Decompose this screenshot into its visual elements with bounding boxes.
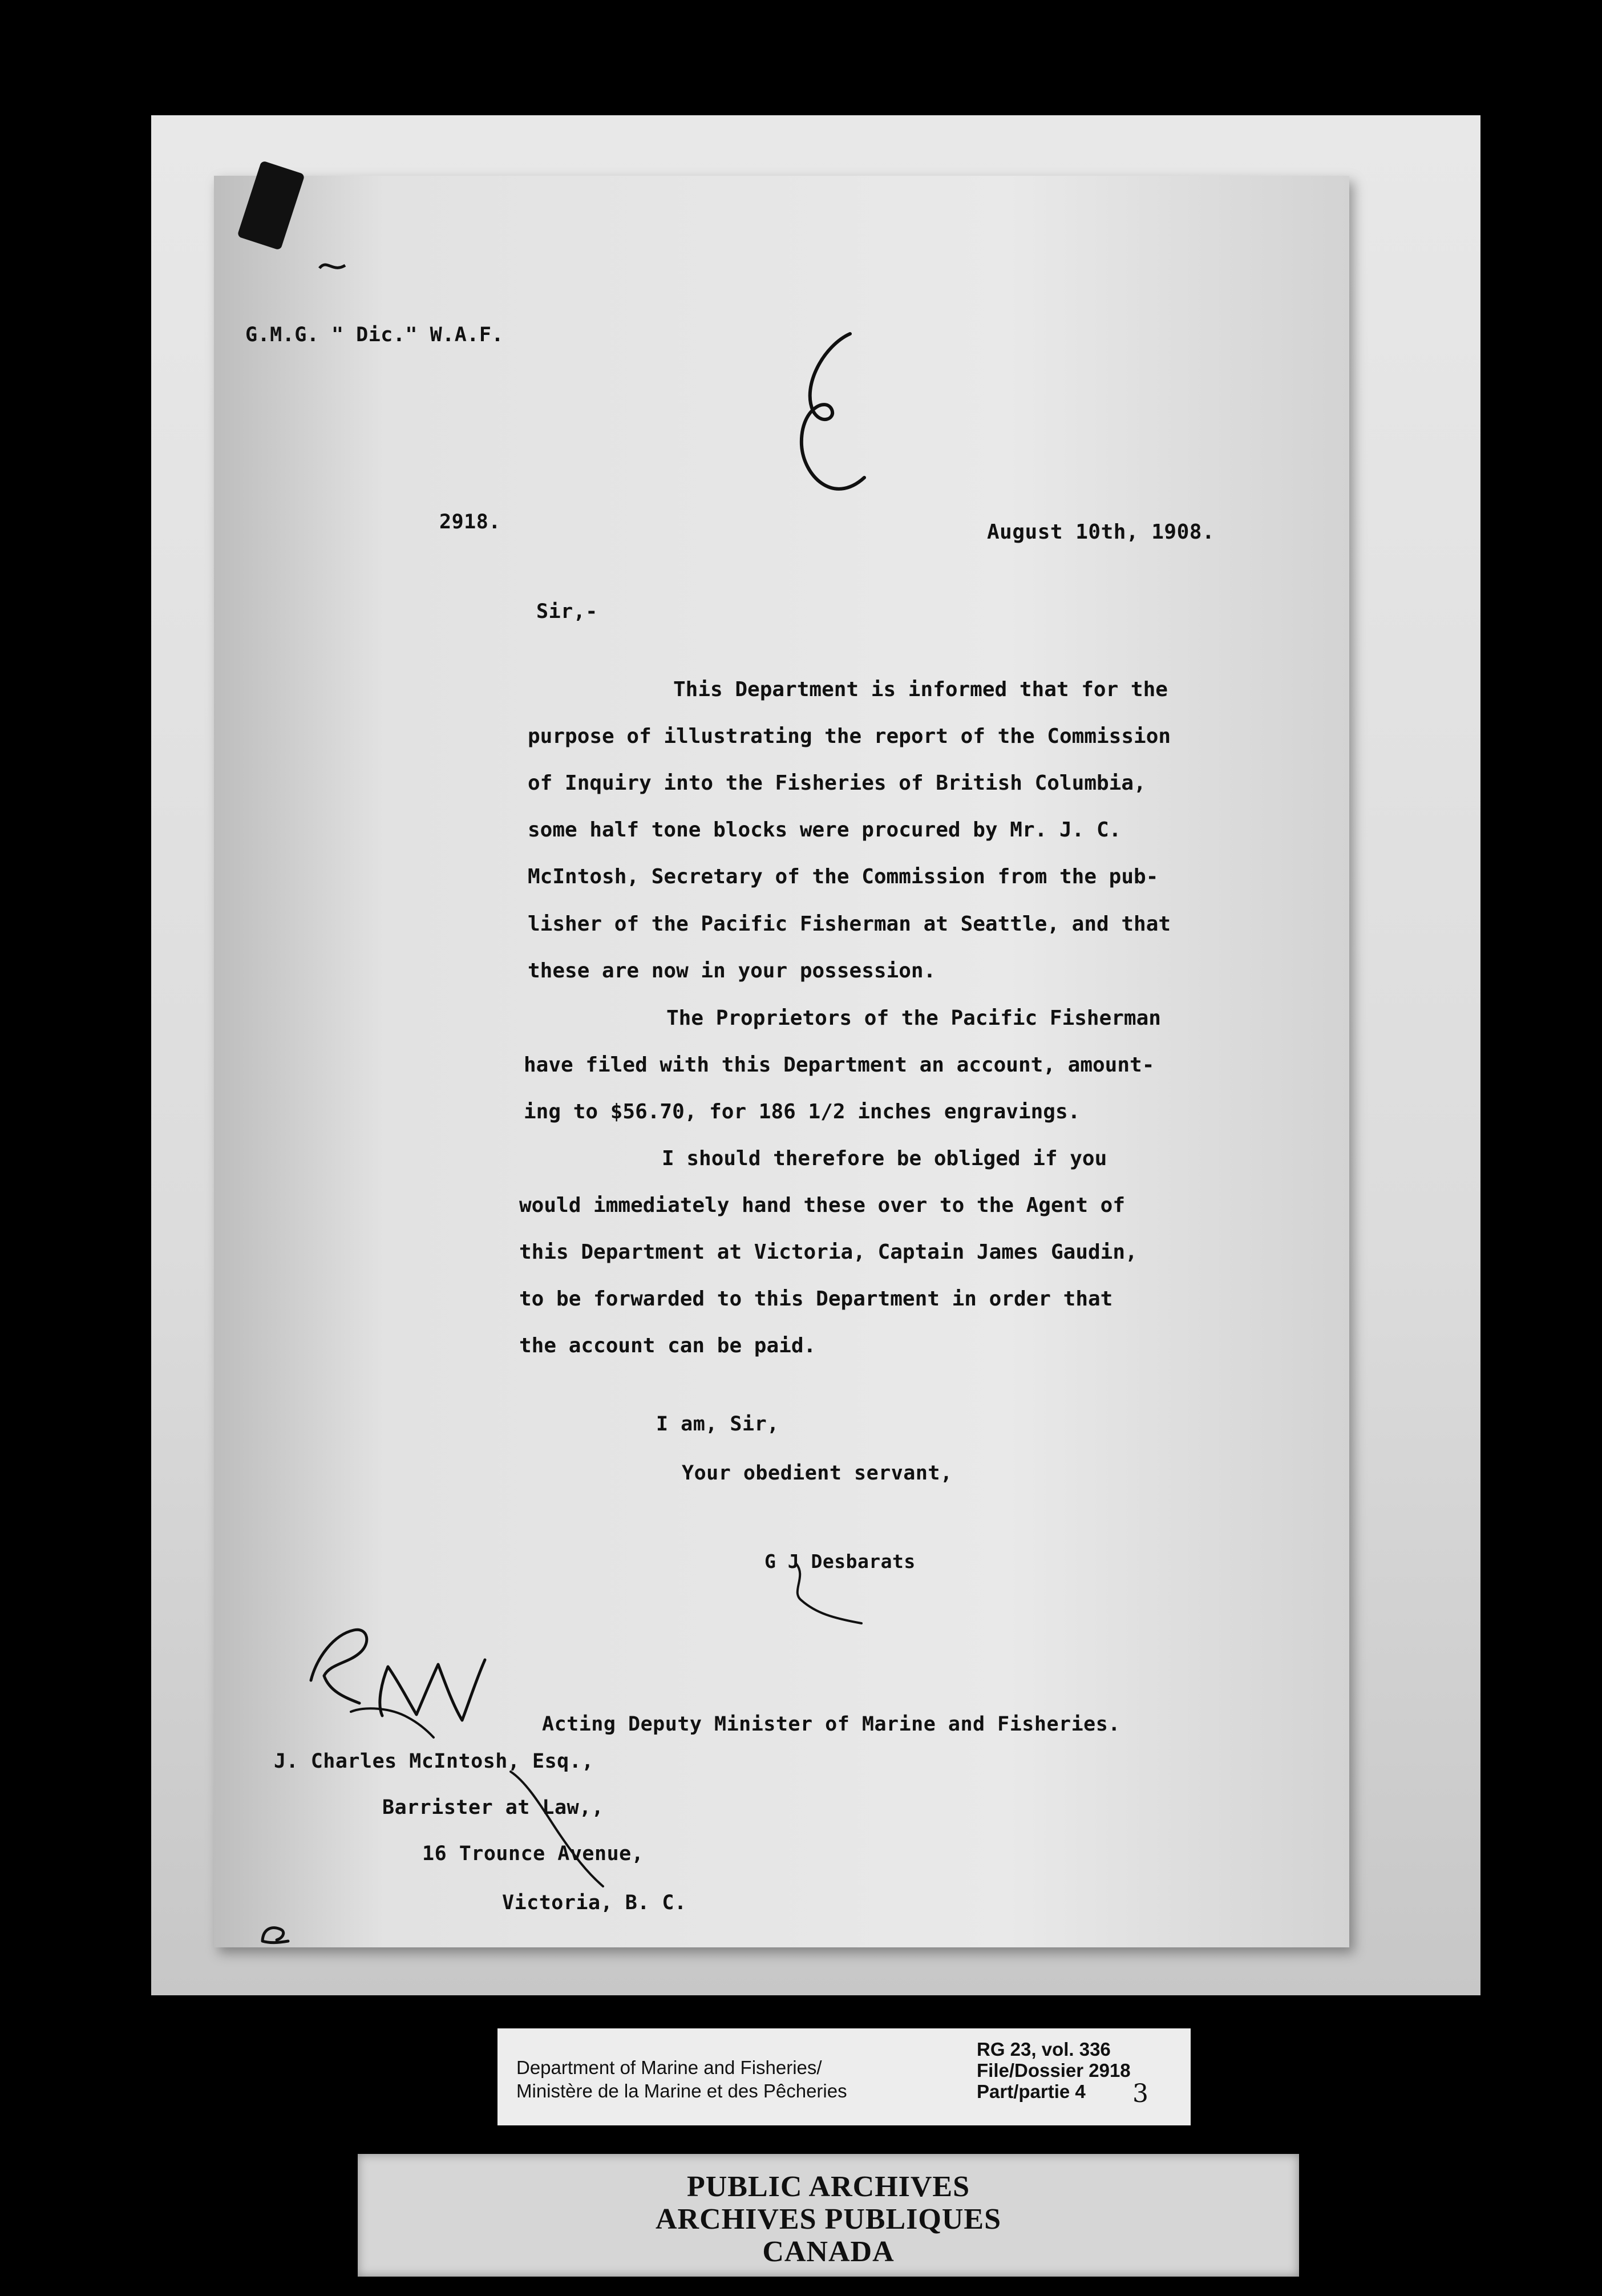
body-line: the account can be paid. xyxy=(519,1334,816,1357)
addressee-line-2: Barrister at Law,, xyxy=(382,1796,604,1819)
signature-title: Acting Deputy Minister of Marine and Fisheries. xyxy=(542,1713,1120,1736)
salutation: Sir,- xyxy=(536,600,598,623)
department-line-2: Ministère de la Marine et des Pêcheries xyxy=(516,2080,847,2101)
body-line: This Department is informed that for the xyxy=(673,678,1168,701)
body-line: ing to $56.70, for 186 1/2 inches engravings. xyxy=(524,1100,1081,1123)
letter-date: August 10th, 1908. xyxy=(987,520,1215,544)
page-mark: 3 xyxy=(1132,2079,1148,2108)
address-pen-stroke-icon xyxy=(505,1752,630,1894)
file-number: 2918. xyxy=(439,511,501,533)
public-archives-stamp xyxy=(358,2154,1299,2277)
signature-name: G J Desbarats xyxy=(764,1550,916,1573)
stamp-line-2: ARCHIVES PUBLIQUES xyxy=(655,2203,1002,2236)
closing-line-2: Your obedient servant, xyxy=(682,1462,953,1485)
body-line: have filed with this Department an account, amount- xyxy=(524,1053,1155,1077)
stamp-line-1: PUBLIC ARCHIVES xyxy=(686,2170,970,2203)
reference-line-1: RG 23, vol. 336 xyxy=(977,2039,1111,2060)
body-line: these are now in your possession. xyxy=(528,959,936,983)
reference-line-2: File/Dossier 2918 xyxy=(977,2060,1131,2081)
body-line: purpose of illustrating the report of the Commission xyxy=(528,725,1171,748)
handwritten-six-icon xyxy=(782,328,890,528)
body-line: The Proprietors of the Pacific Fisherman xyxy=(666,1006,1161,1030)
body-line: this Department at Victoria, Captain James Gaudin, xyxy=(519,1240,1138,1264)
reference-line-3: Part/partie 4 xyxy=(977,2081,1086,2102)
header-initials: G.M.G. " Dic." W.A.F. xyxy=(245,324,504,346)
body-line: to be forwarded to this Department in order that xyxy=(519,1287,1113,1311)
body-line: lisher of the Pacific Fisherman at Seattle, and that xyxy=(528,912,1171,936)
addressee-line-3: 16 Trounce Avenue, xyxy=(422,1842,644,1865)
body-line: some half tone blocks were procured by Mr. J. C. xyxy=(528,818,1122,842)
department-line-1: Department of Marine and Fisheries/ xyxy=(516,2057,822,2078)
stamp-line-3: CANADA xyxy=(762,2236,895,2268)
bottom-left-mark-icon xyxy=(254,1917,305,1957)
small-mark-icon xyxy=(317,254,351,277)
body-line: I should therefore be obliged if you xyxy=(662,1147,1107,1170)
addressee-line-4: Victoria, B. C. xyxy=(502,1891,687,1914)
body-line: would immediately hand these over to the Agent of xyxy=(519,1194,1126,1217)
closing-line-1: I am, Sir, xyxy=(656,1413,779,1436)
signature-stroke-icon xyxy=(784,1561,876,1629)
initials-signature-icon xyxy=(297,1612,536,1760)
body-line: McIntosh, Secretary of the Commission from the pub- xyxy=(528,865,1159,888)
body-line: of Inquiry into the Fisheries of British Columbia, xyxy=(528,771,1146,795)
addressee-line-1: J. Charles McIntosh, Esq., xyxy=(274,1750,594,1773)
